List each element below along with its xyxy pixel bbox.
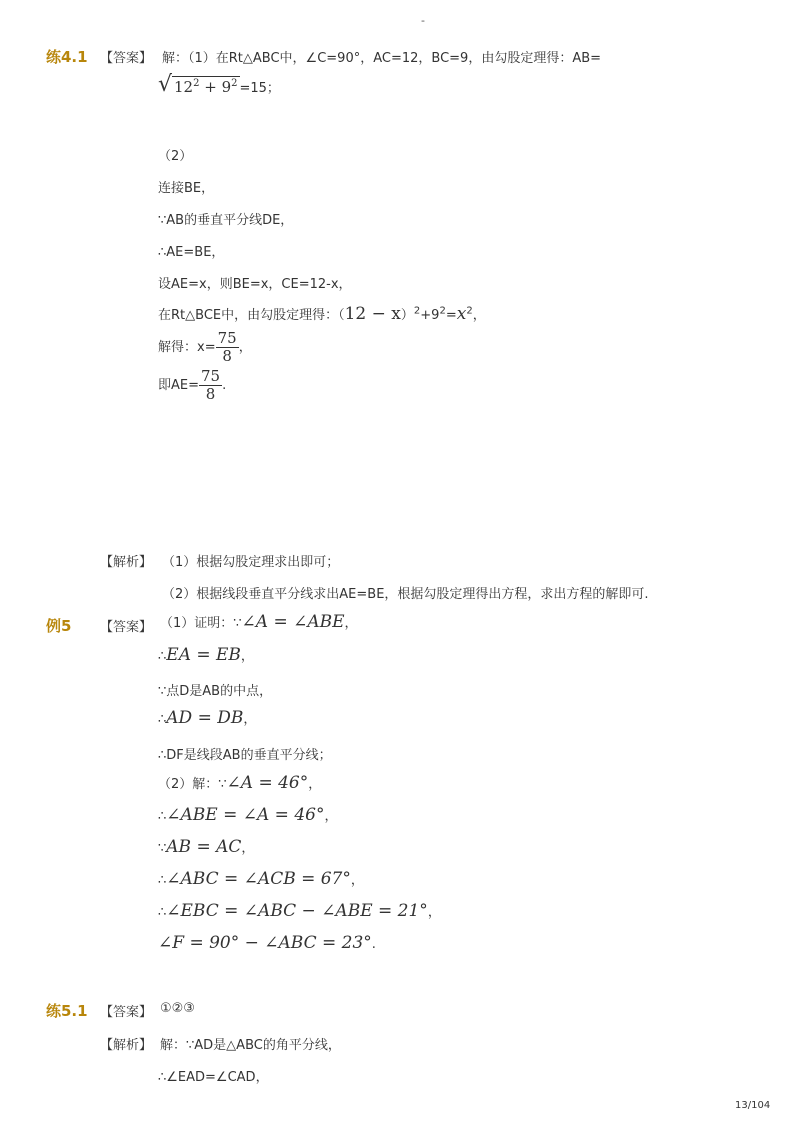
ex5-line10: ∴∠EBC = ∠ABC − ∠ABE = 21°， <box>158 901 441 921</box>
ex5-line4: ∴AD = DB， <box>158 708 257 728</box>
ex5-line8: ∵AB = AC， <box>158 837 255 857</box>
ex41-set: 设AE=x，则BE=x，CE=12-x， <box>158 277 352 292</box>
example-tag-5: 例5 <box>46 617 72 635</box>
header-mark: - <box>421 14 425 27</box>
ex41-connect: 连接BE， <box>158 181 215 196</box>
exercise-tag-4-1: 练4.1 <box>46 48 88 66</box>
ex41-ae-be: ∴AE=BE， <box>158 245 225 260</box>
ex41-ie: 即AE= $\frac{75}{8}$ . <box>158 367 227 403</box>
answer-label: 【答案】 <box>100 51 153 66</box>
ex41-part2: （2） <box>158 149 193 164</box>
ex5-line7: ∴∠ABE = ∠A = 46°， <box>158 805 338 825</box>
ex5-line9: ∴∠ABC = ∠ACB = 67°， <box>158 869 364 889</box>
ex5-line11: ∠F = 90° − ∠ABC = 23°. <box>158 933 376 953</box>
page-number: 13/104 <box>735 1100 771 1111</box>
analysis41-line1: （1）根据勾股定理求出即可； <box>162 555 340 570</box>
ex51-line2: ∴∠EAD=∠CAD， <box>158 1070 269 1085</box>
fraction-75-8: $\frac{75}{8}$ <box>217 329 237 365</box>
ex5-line3: ∵点D是AB的中点， <box>158 684 273 699</box>
fraction-75-8-b: $\frac{75}{8}$ <box>201 367 221 403</box>
ex41-because: ∵AB的垂直平分线DE， <box>158 213 294 228</box>
ex41-pythag: 在Rt△BCE中，由勾股定理得：$(12 - x)^2+9^2=x^2$， <box>158 304 486 324</box>
ex5-line2: ∴EA = EB， <box>158 645 254 665</box>
ex41-solve: 解得：x= $\frac{75}{8}$ ， <box>158 329 252 365</box>
ex41-sqrt-line: √ $12^2 + 9^2 =15$； <box>158 72 280 97</box>
ex5-line6: （2）解：∵∠A = 46°， <box>158 773 322 793</box>
ex5-line1: （1）证明：∵∠A = ∠ABE， <box>160 612 358 632</box>
analysis41-line2: （2）根据线段垂直平分线求出AE=BE，根据勾股定理得出方程，求出方程的解即可. <box>162 587 649 602</box>
analysis-label-5-1: 【解析】 <box>100 1038 153 1053</box>
ex51-line1: 解：∵AD是△ABC的角平分线， <box>160 1038 341 1053</box>
ex51-answer: ①②③ <box>160 1001 195 1016</box>
answer-label-5: 【答案】 <box>100 620 153 635</box>
ex5-line5: ∴DF是线段AB的垂直平分线； <box>158 748 332 763</box>
sqrt-expression: √ $12^2 + 9^2$ <box>158 72 238 97</box>
analysis-label: 【解析】 <box>100 555 153 570</box>
answer-label-5-1: 【答案】 <box>100 1005 153 1020</box>
exercise-tag-5-1: 练5.1 <box>46 1002 88 1020</box>
ex41-line1: 解：（1）在Rt△ABC中，∠C=90°，AC=12，BC=9，由勾股定理得：AB= <box>162 51 602 66</box>
